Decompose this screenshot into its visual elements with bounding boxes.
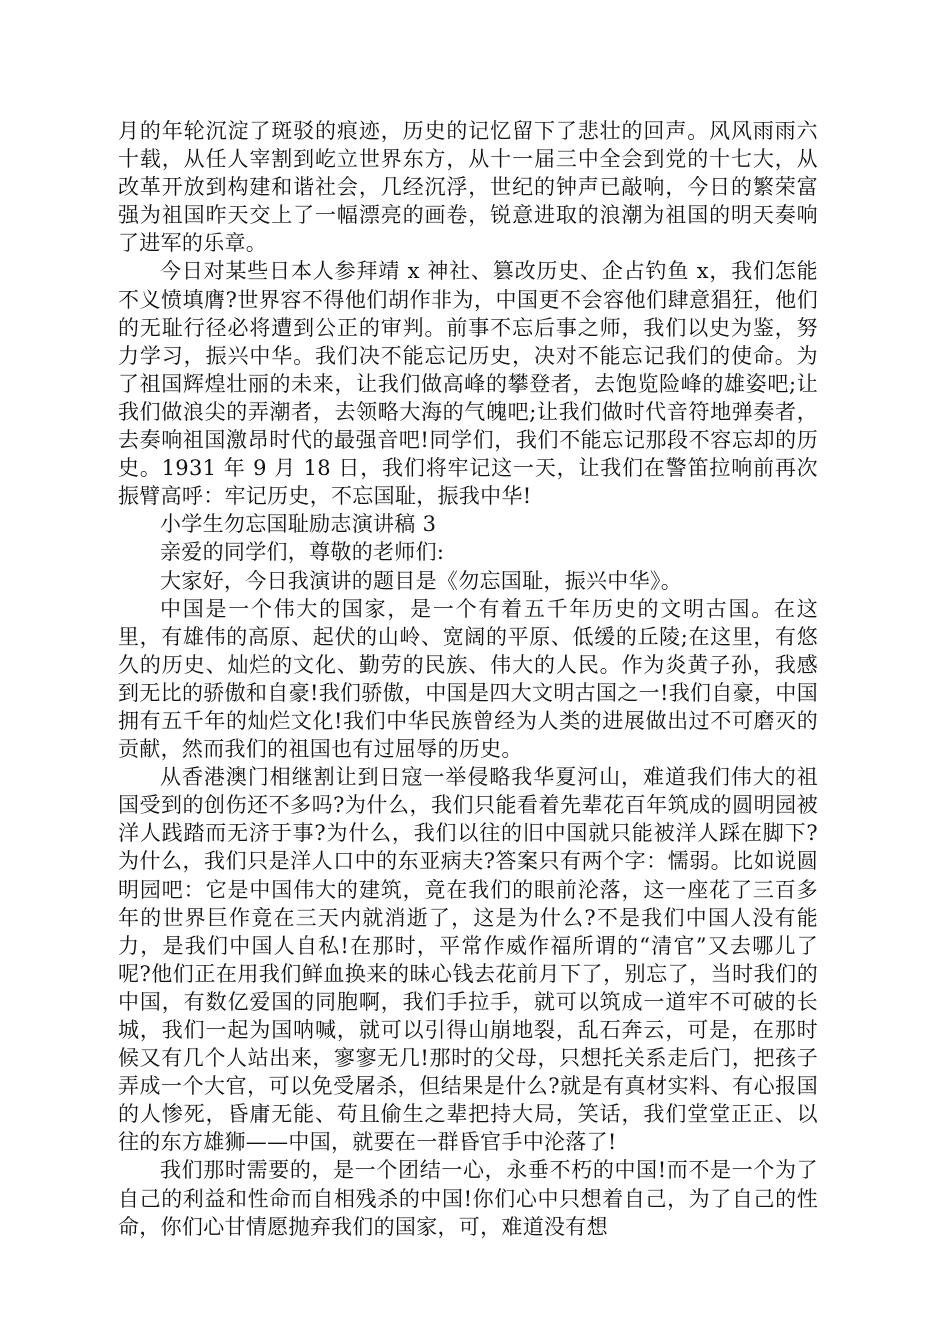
paragraph-japan-critique: 今日对某些日本人参拜靖 x 神社、篡改历史、企占钓鱼 x，我们怎能不义愤填膺?世界容不得他们胡作非为，中国更不会容他们肆意猖狂，他们的无耻行径必将遭到公正的审判。前事不忘后事之师，我们以史为鉴，努力学习，振兴中华。我们决不能忘记历史，决对不能忘记我们的使命。为了祖国辉煌壮丽的未来，让我们做高峰的攀登者，去饱览险峰的雄姿吧;让我们做浪尖的弄潮者，去领略大海的气魄吧;让我们做时代音符地弹奏者，去奏响祖国激昂时代的最强音吧!同学们，我们不能忘记那段不容忘却的历史。1931 年 9 月 18 日，我们将牢记这一天，让我们在警笛拉响前再次振臂高呼：牢记历史，不忘国耻，振我中华! xyxy=(118,259,818,509)
document-body xyxy=(118,117,818,1241)
paragraph-history-humiliation: 从香港澳门相继割让到日寇一举侵略我华夏河山，难道我们伟大的祖国受到的创伤还不多吗?为什么，我们只能看着先辈花百年筑成的圆明园被洋人践踏而无济于事?为什么，我们以往的旧中国就只能被洋人踩在脚下?为什么，我们只是洋人口中的东亚病夫?答案只有两个字：懦弱。比如说圆明园吧：它是中国伟大的建筑，竟在我们的眼前沦落，这一座花了三百多年的世界巨作竟在三天内就消逝了，这是为什么?不是我们中国人没有能力，是我们中国人自私!在那时，平常作威作福所谓的“清官”又去哪儿了呢?他们正在用我们鲜血换来的昧心钱去花前月下了，别忘了，当时我们的中国，有数亿爱国的同胞啊，我们手拉手，就可以筑成一道牢不可破的长城，我们一起为国呐喊，就可以引得山崩地裂，乱石奔云，可是，在那时候又有几个人站出来，寥寥无几!那时的父母，只想托关系走后门，把孩子弄成一个大官，可以免受屠杀，但结果是什么?就是有真材实料、有心报国的人惨死，昏庸无能、苟且偷生之辈把持大局，笑话，我们堂堂正正、以往的东方雄狮——中国，就要在一群昏官手中沦落了! xyxy=(118,765,818,1155)
speech-title: 小学生勿忘国耻励志演讲稿 3 xyxy=(160,512,437,537)
paragraph-continuation: 月的年轮沉淀了斑驳的痕迹，历史的记忆留下了悲壮的回声。风风雨雨六十载，从任人宰割到屹立世界东方，从十一届三中全会到党的十七大，从改革开放到构建和谐社会，几经沉浮，世纪的钟声已敲响，今日的繁荣富强为祖国昨天交上了一幅漂亮的画卷，锐意进取的浪潮为祖国的明天奏响了进军的乐章。 xyxy=(118,119,818,256)
salutation: 亲爱的同学们，尊敬的老师们: xyxy=(160,540,445,565)
paragraph-china-greatness: 中国是一个伟大的国家，是一个有着五千年历史的文明古国。在这里，有雄伟的高原、起伏的山岭、宽阔的平原、低缓的丘陵;在这里，有悠久的历史、灿烂的文化、勤劳的民族、伟大的人民。作为炎黄子孙，我感到无比的骄傲和自豪!我们骄傲，中国是四大文明古国之一!我们自豪，中国拥有五千年的灿烂文化!我们中华民族曾经为人类的进展做出过不可磨灭的贡献，然而我们的祖国也有过屈辱的历史。 xyxy=(118,596,818,762)
greeting: 大家好，今日我演讲的题目是《勿忘国耻，振兴中华》。 xyxy=(160,568,682,593)
paragraph-unity: 我们那时需要的，是一个团结一心，永垂不朽的中国!而不是一个为了自己的利益和性命而自相残杀的中国!你们心中只想着自己，为了自己的性命，你们心甘情愿抛弃我们的国家，可，难道没有想 xyxy=(118,1158,818,1239)
